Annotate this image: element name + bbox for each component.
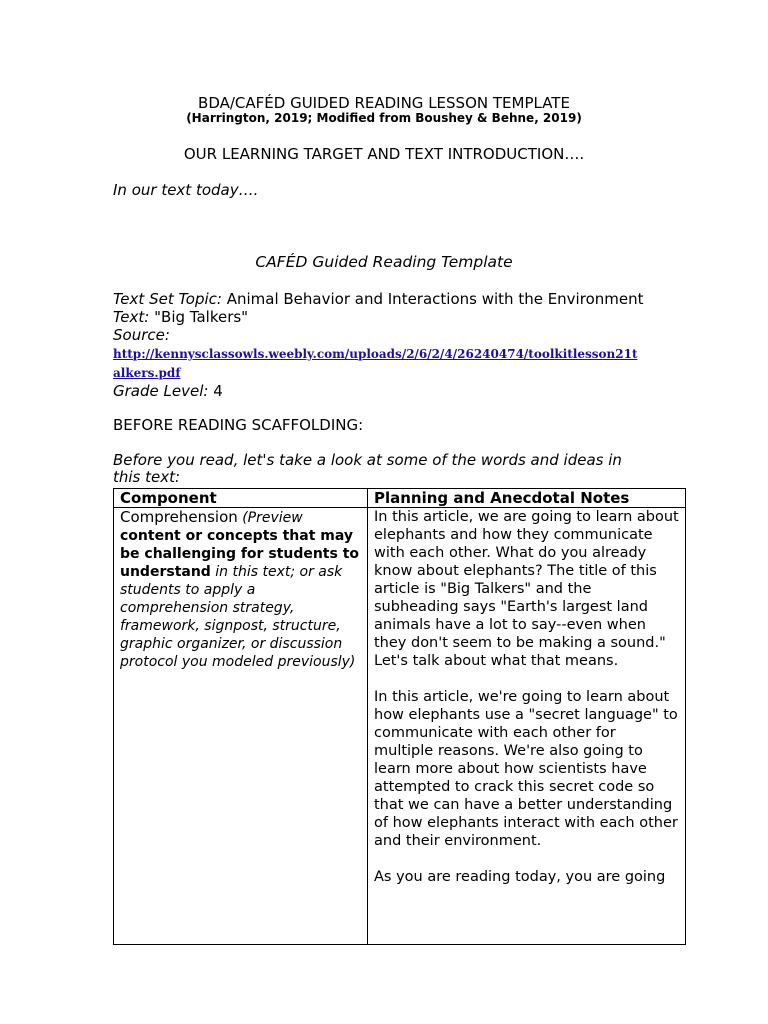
source-line (113, 326, 673, 344)
component-desc-part1: (Preview (237, 510, 303, 526)
document-title: BDA/CAFÉD GUIDED READING LESSON TEMPLATE (198, 94, 570, 112)
component-description (120, 510, 359, 670)
before-reading-intro: Before you read, let's take a look at some of the words and ideas in this text: (113, 451, 622, 486)
notes-cell (368, 508, 686, 945)
before-reading-heading: BEFORE READING SCAFFOLDING: (113, 416, 364, 434)
grade-line (113, 382, 673, 400)
notes-paragraph: In this article, we are going to learn about elephants and how they communicate with each other. What do you already know about elephants? The title of this article is "Big Talkers" and the subheading says "Earth's largest land animals have a lot to say--even when they don't seem to be making a sound." Let's talk about what that means. (374, 509, 679, 669)
column-header-component: Component (114, 489, 368, 508)
grade-value: 4 (208, 382, 223, 400)
topic-value: Animal Behavior and Interactions with the Environment (221, 290, 644, 308)
text-label: Text: (113, 308, 150, 326)
scaffolding-table (113, 488, 686, 945)
component-name: Comprehension (120, 508, 238, 526)
text-intro: In our text today…. (113, 181, 259, 199)
learning-target-heading: OUR LEARNING TARGET AND TEXT INTRODUCTION…. (183, 145, 585, 163)
template-heading: CAFÉD Guided Reading Template (255, 253, 513, 271)
grade-label: Grade Level: (113, 382, 209, 400)
component-desc-bold: content or concepts that may be challenging for students to understand (120, 528, 360, 580)
source-link-line2[interactable]: alkers.pdf (113, 366, 181, 380)
document-subtitle: (Harrington, 2019; Modified from Boushey & Behne, 2019) (186, 111, 582, 125)
column-header-notes: Planning and Anecdotal Notes (368, 489, 686, 508)
topic-label: Text Set Topic: (113, 290, 222, 308)
component-desc-part2: in this text; or ask students to apply a comprehension strategy, framework, signpost, structure, graphic organizer, or discussion protocol you modeled previously) (120, 564, 356, 670)
source-label: Source: (113, 326, 170, 344)
text-metadata (113, 290, 673, 400)
source-link-line1[interactable]: http://kennysclassowls.weebly.com/uploads/2/6/2/4/26240474/toolkitlesson21t (113, 347, 638, 361)
topic-line (113, 290, 673, 308)
notes-paragraph: As you are reading today, you are going (374, 869, 666, 885)
table-header-row (114, 489, 686, 508)
text-line (113, 308, 673, 326)
source-link[interactable] (113, 344, 673, 382)
component-cell (114, 508, 368, 945)
table-row (114, 508, 686, 945)
notes-paragraph: In this article, we're going to learn about how elephants use a "secret language" to communicate with each other for multiple reasons. We're also going to learn more about how scientists have attempted to crack this secret code so that we can have a better understanding of how elephants interact with each other and their environment. (374, 689, 678, 849)
text-value: "Big Talkers" (149, 308, 249, 326)
